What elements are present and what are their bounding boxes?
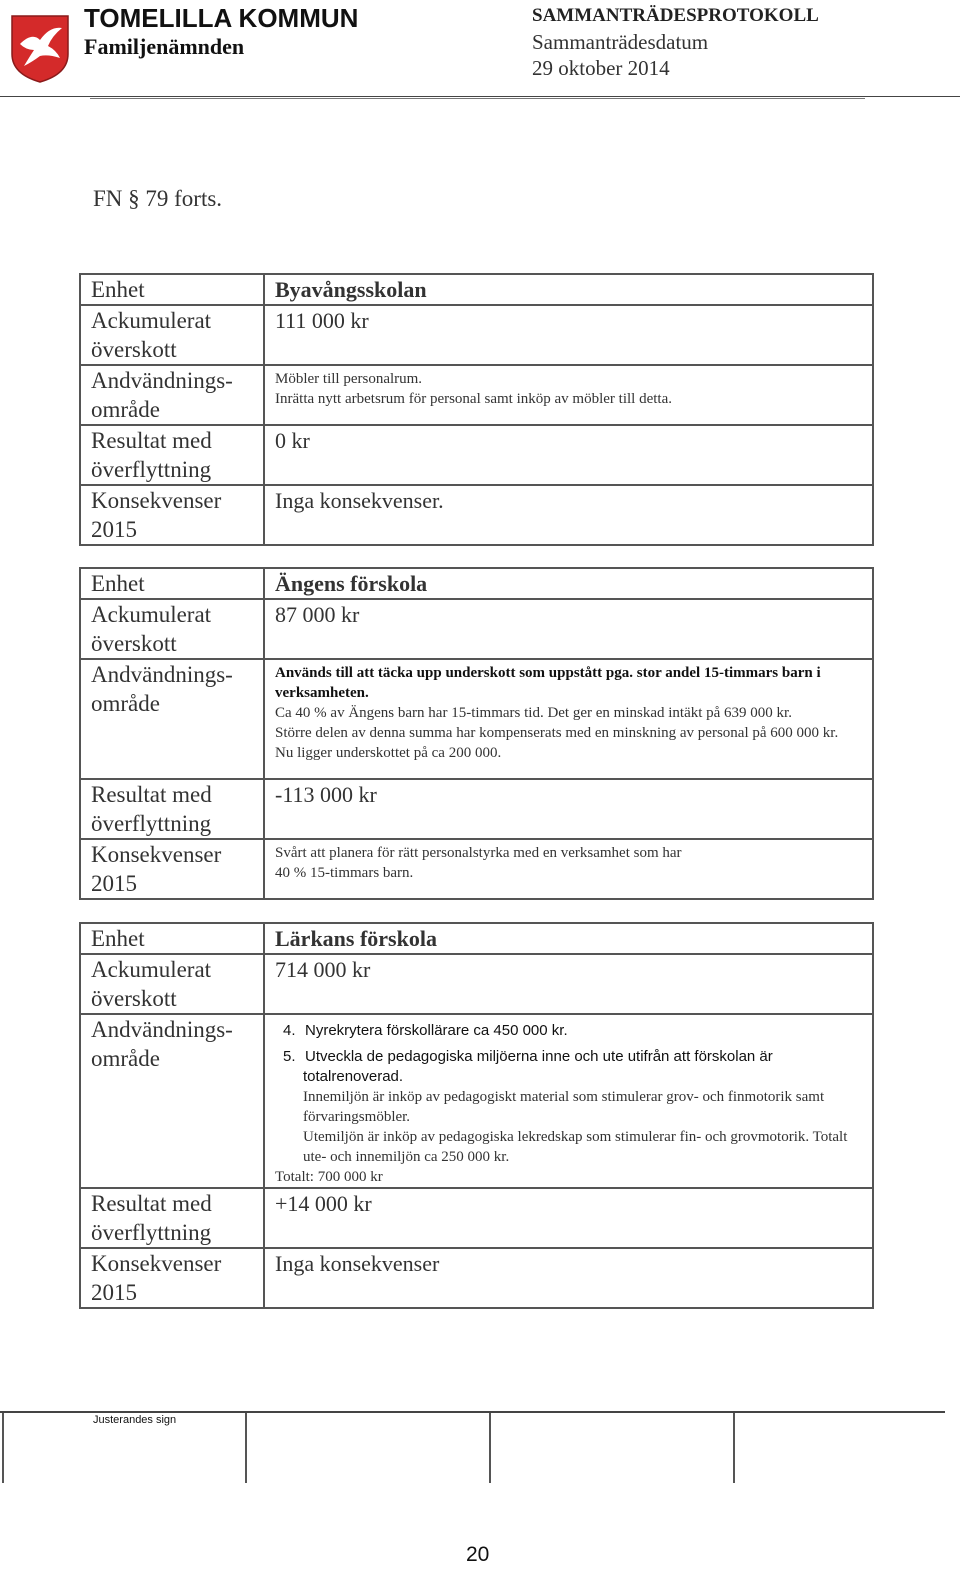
signature-label: Justerandes sign — [93, 1414, 177, 1426]
consequences: Inga konsekvenser — [264, 1248, 873, 1308]
signature-cell — [245, 1413, 247, 1483]
list-item: 5. Utveckla de pedagogiska miljöerna inne och ute utifrån att förskolan är totalrenoverad. — [283, 1048, 773, 1085]
document-type: SAMMANTRÄDESPROTOKOLL — [532, 5, 819, 26]
usage-area: Används till att täcka upp underskott som uppstått pga. stor andel 15-timmars barn i verksamheten. Ca 40 % av Ängens barn har 15-timmars tid. Det ger en minskad intäkt på 639 000 kr. Större delen av denna summa har kompenserats med en minskning av personal på 600 000 kr. Nu ligger underskottet på ca 200 000. — [264, 659, 873, 779]
accumulated-surplus: 714 000 kr — [264, 954, 873, 1014]
unit-name: Ängens förskola — [264, 568, 873, 599]
header-divider — [0, 96, 960, 97]
signature-cell — [489, 1413, 491, 1483]
unit-table-angens-forskola — [79, 567, 874, 900]
label-unit: Enhet — [80, 274, 264, 305]
list-item: 4. Nyrekrytera förskollärare ca 450 000 kr. — [283, 1022, 568, 1039]
label-accumulated: Ackumulerat överskott — [80, 599, 264, 659]
label-result: Resultat med överflyttning — [80, 1188, 264, 1248]
usage-area: 4. Nyrekrytera förskollärare ca 450 000 kr. 5. Utveckla de pedagogiska miljöerna inne och ute utifrån att förskolan är totalrenoverad. Innemiljön är inköp av pedagogiskt material som stimulerar grov- och finmotorik samt förvaringsmöbler. Utemiljön är inköp av pedagogiska lekredskap som stimulerar fin- och grovmotorik. Totalt ute- och innemiljön ca 250 000 kr. Totalt: 700 000 kr — [264, 1014, 873, 1188]
signature-cell — [733, 1413, 735, 1483]
label-result: Resultat med överflyttning — [80, 779, 264, 839]
unit-table-larkans-forskola — [79, 922, 874, 1309]
signature-cell — [2, 1413, 4, 1483]
meeting-date: 29 oktober 2014 — [532, 56, 670, 80]
department-name: Familjenämnden — [84, 34, 245, 59]
unit-table-byavangsskolan — [79, 273, 874, 546]
label-usage-area: Andvändnings- område — [80, 365, 264, 425]
accumulated-surplus: 87 000 kr — [264, 599, 873, 659]
usage-area: Möbler till personalrum. Inrätta nytt arbetsrum för personal samt inköp av möbler till detta. — [264, 365, 873, 425]
label-usage-area: Andvändnings- område — [80, 659, 264, 779]
label-consequences: Konsekvenser 2015 — [80, 1248, 264, 1308]
result-after-transfer: 0 kr — [264, 425, 873, 485]
label-accumulated: Ackumulerat överskott — [80, 954, 264, 1014]
label-consequences: Konsekvenser 2015 — [80, 485, 264, 545]
consequences: Svårt att planera för rätt personalstyrka med en verksamhet som har 40 % 15-timmars barn. — [264, 839, 873, 899]
label-consequences: Konsekvenser 2015 — [80, 839, 264, 899]
organization-name: TOMELILLA KOMMUN — [84, 3, 359, 33]
accumulated-surplus: 111 000 kr — [264, 305, 873, 365]
unit-name: Lärkans förskola — [264, 923, 873, 954]
header-divider-secondary — [90, 98, 865, 99]
label-unit: Enhet — [80, 568, 264, 599]
footer-divider — [0, 1411, 945, 1413]
label-result: Resultat med överflyttning — [80, 425, 264, 485]
label-accumulated: Ackumulerat överskott — [80, 305, 264, 365]
consequences: Inga konsekvenser. — [264, 485, 873, 545]
page-number: 20 — [466, 1543, 490, 1566]
result-after-transfer: -113 000 kr — [264, 779, 873, 839]
date-label: Sammanträdesdatum — [532, 30, 709, 54]
organization-block — [84, 3, 358, 61]
label-usage-area: Andvändnings- område — [80, 1014, 264, 1188]
municipality-crest-icon — [10, 14, 70, 84]
unit-name: Byavångsskolan — [264, 274, 873, 305]
section-reference: FN § 79 forts. — [93, 186, 223, 211]
document-meta — [532, 3, 819, 81]
label-unit: Enhet — [80, 923, 264, 954]
result-after-transfer: +14 000 kr — [264, 1188, 873, 1248]
